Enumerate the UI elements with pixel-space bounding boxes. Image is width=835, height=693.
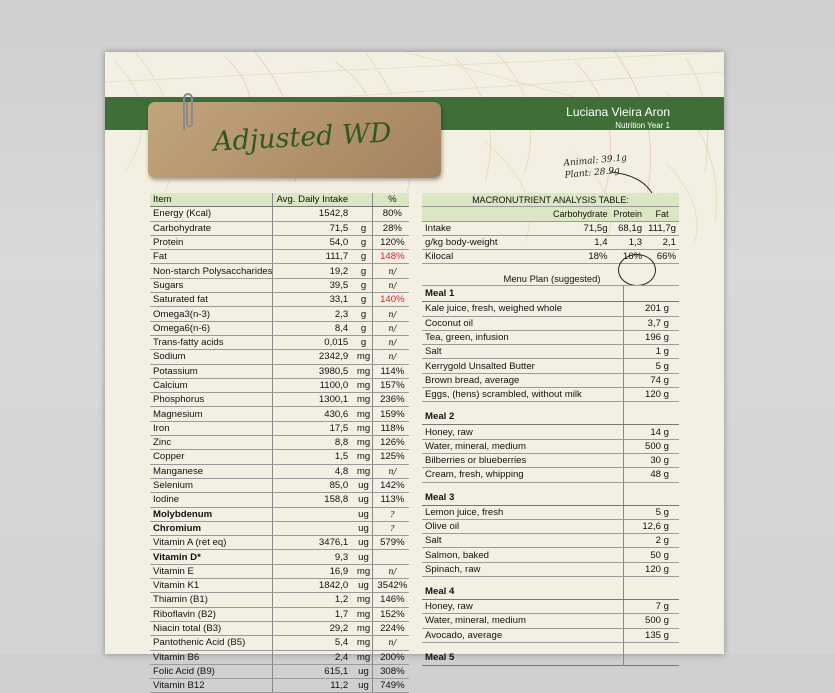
nutrient-row <box>150 607 409 621</box>
nutrient-value: 111,7 <box>273 250 352 264</box>
nutrient-item: Copper <box>150 450 273 464</box>
meal-name: Meal 1 <box>422 286 624 302</box>
nutrient-percent: 125% <box>372 450 409 464</box>
macro-row-label: g/kg body-weight <box>422 235 550 249</box>
nutrient-percent: 236% <box>372 393 409 407</box>
menu-amount: 120 g <box>624 562 680 576</box>
page-title: Adjusted WD <box>212 117 393 158</box>
macro-value: 1,4 <box>550 235 611 249</box>
nutrient-unit: ug <box>352 493 372 507</box>
nutrient-percent: 148% <box>372 250 409 264</box>
nutrient-item: Iodine <box>150 493 273 507</box>
nutrient-row <box>150 536 409 550</box>
menu-amount: 120 g <box>624 388 680 402</box>
meal-name: Meal 4 <box>422 584 624 600</box>
macro-value: 2,1 <box>645 235 679 249</box>
nutrient-row <box>150 507 409 521</box>
nutrient-value: 1,2 <box>273 593 352 607</box>
menu-item-row <box>422 562 679 576</box>
menu-amount: 135 g <box>624 628 680 642</box>
menu-amount: 5 g <box>624 505 680 519</box>
menu-amount: 74 g <box>624 373 680 387</box>
nutrient-row <box>150 364 409 378</box>
nutrient-value: 54,0 <box>273 235 352 249</box>
nutrient-item: Selenium <box>150 478 273 492</box>
menu-food: Cream, fresh, whipping <box>422 468 624 482</box>
nutrient-item: Molybdenum <box>150 507 273 521</box>
nutrient-value: 1,7 <box>273 607 352 621</box>
nutrient-unit: mg <box>352 593 372 607</box>
meal-header-blank <box>624 490 680 506</box>
nutrient-value: 71,5 <box>273 221 352 235</box>
nutrient-percent: 142% <box>372 478 409 492</box>
nutrient-row <box>150 235 409 249</box>
nutrient-value <box>273 521 352 535</box>
meal-header-blank <box>624 650 680 666</box>
spacer-cell <box>624 482 680 490</box>
menu-item-row <box>422 505 679 519</box>
menu-item-row <box>422 373 679 387</box>
nutrient-percent: 3542% <box>372 579 409 593</box>
meal-name: Meal 5 <box>422 650 624 666</box>
spacer-cell <box>624 402 680 410</box>
nutrient-item: Iron <box>150 421 273 435</box>
menu-food: Tea, green, infusion <box>422 330 624 344</box>
meal-header <box>422 409 679 425</box>
meal-spacer <box>422 577 679 585</box>
nutrient-value: 33,1 <box>273 293 352 307</box>
nutrient-percent: ? <box>372 507 409 521</box>
menu-amount: 500 g <box>624 439 680 453</box>
nutrient-value: 39,5 <box>273 278 352 292</box>
nutrient-item: Saturated fat <box>150 293 273 307</box>
nutrient-value: 8,4 <box>273 321 352 335</box>
menu-amount: 12,6 g <box>624 519 680 533</box>
menu-amount: 7 g <box>624 600 680 614</box>
spacer-cell <box>624 577 680 585</box>
nutrient-row <box>150 421 409 435</box>
nutrient-row <box>150 593 409 607</box>
nutrient-item: Sodium <box>150 350 273 364</box>
nutrient-value: 615,1 <box>273 664 352 678</box>
author-block <box>566 106 670 132</box>
note-line-plant: Plant: 28.9g <box>564 165 621 181</box>
nutrient-unit <box>352 207 372 221</box>
menu-item-row <box>422 600 679 614</box>
menu-amount: 201 g <box>624 302 680 316</box>
nutrient-percent: 152% <box>372 607 409 621</box>
nutrient-item: Vitamin B12 <box>150 679 273 693</box>
spacer-cell <box>422 402 624 410</box>
menu-item-row <box>422 548 679 562</box>
menu-item-row <box>422 316 679 330</box>
nutrient-percent: 579% <box>372 536 409 550</box>
nutrient-value: 8,8 <box>273 436 352 450</box>
nutrient-unit: mg <box>352 378 372 392</box>
nutrient-item: Energy (Kcal) <box>150 207 273 221</box>
nutrient-row <box>150 450 409 464</box>
nutrient-row <box>150 636 409 650</box>
menu-food: Kerrygold Unsalted Butter <box>422 359 624 373</box>
macro-col-carb: Carbohydrate <box>550 207 611 221</box>
menu-item-row <box>422 425 679 439</box>
nutrient-value: 430,6 <box>273 407 352 421</box>
menu-item-row <box>422 439 679 453</box>
nutrient-percent: 28% <box>372 221 409 235</box>
menu-item-row <box>422 614 679 628</box>
menu-food: Water, mineral, medium <box>422 439 624 453</box>
nutrient-unit: mg <box>352 636 372 650</box>
spacer-cell <box>422 577 624 585</box>
author-name: Luciana Vieira Aron <box>566 105 670 119</box>
nutrient-unit: mg <box>352 436 372 450</box>
nutrient-percent: 146% <box>372 593 409 607</box>
nutrient-value: 2,4 <box>273 650 352 664</box>
nutrient-percent: 126% <box>372 436 409 450</box>
nutrient-item: Vitamin D* <box>150 550 273 564</box>
nutrient-item: Vitamin E <box>150 564 273 578</box>
nutrient-unit: g <box>352 293 372 307</box>
nutrient-item: Folic Acid (B9) <box>150 664 273 678</box>
nutrient-percent: 118% <box>372 421 409 435</box>
menu-food: Salt <box>422 534 624 548</box>
meal-header <box>422 286 679 302</box>
nutrient-percent: n/ <box>372 278 409 292</box>
nutrient-percent: n/ <box>372 335 409 349</box>
nutrient-percent: n/ <box>372 307 409 321</box>
nutrient-item: Thiamin (B1) <box>150 593 273 607</box>
nutrient-percent: 114% <box>372 364 409 378</box>
nutrient-unit: ug <box>352 664 372 678</box>
menu-food: Bilberries or blueberries <box>422 453 624 467</box>
meal-header-blank <box>624 409 680 425</box>
nutrient-unit: g <box>352 264 372 278</box>
nutrient-header-row <box>150 193 409 207</box>
nutrient-percent: 159% <box>372 407 409 421</box>
nutrient-value: 9,3 <box>273 550 352 564</box>
nutrient-value: 17,5 <box>273 421 352 435</box>
menu-item-row <box>422 519 679 533</box>
nutrient-item: Fat <box>150 250 273 264</box>
nutrient-percent: 140% <box>372 293 409 307</box>
nutrient-item: Omega3(n-3) <box>150 307 273 321</box>
nutrient-unit: mg <box>352 407 372 421</box>
menu-food: Water, mineral, medium <box>422 614 624 628</box>
nutrient-value: 19,2 <box>273 264 352 278</box>
nutrient-unit: mg <box>352 607 372 621</box>
nutrient-row <box>150 264 409 278</box>
nutrient-percent: ? <box>372 521 409 535</box>
nutrient-percent: n/ <box>372 350 409 364</box>
nutrient-item: Pantothenic Acid (B5) <box>150 636 273 650</box>
nutrient-unit: ug <box>352 679 372 693</box>
nutrient-item: Non-starch Polysaccharides <box>150 264 273 278</box>
nutrient-row <box>150 478 409 492</box>
nutrient-percent: 120% <box>372 235 409 249</box>
menu-food: Spinach, raw <box>422 562 624 576</box>
nutrient-unit: mg <box>352 621 372 635</box>
nutrient-row <box>150 378 409 392</box>
macro-row-label: Kilocal <box>422 250 550 264</box>
nutrient-row <box>150 350 409 364</box>
meal-spacer <box>422 402 679 410</box>
nutrient-header-cell: % <box>372 193 409 207</box>
author-subtitle: Nutrition Year 1 <box>615 121 670 130</box>
meal-header <box>422 584 679 600</box>
macro-value: 71,5g <box>550 221 611 235</box>
nutrient-row <box>150 335 409 349</box>
meal-header <box>422 490 679 506</box>
nutrient-value: 0,015 <box>273 335 352 349</box>
meal-spacer <box>422 482 679 490</box>
note-line-animal: Animal: 39.1g <box>563 153 628 169</box>
menu-item-row <box>422 628 679 642</box>
nutrient-unit: g <box>352 250 372 264</box>
macro-value: 16% <box>611 250 646 264</box>
nutrient-percent: 80% <box>372 207 409 221</box>
meal-name: Meal 2 <box>422 409 624 425</box>
menu-item-row <box>422 302 679 316</box>
menu-amount: 3,7 g <box>624 316 680 330</box>
nutrient-item: Manganese <box>150 464 273 478</box>
menu-item-row <box>422 330 679 344</box>
nutrient-value: 1542,8 <box>273 207 352 221</box>
nutrient-percent: n/ <box>372 321 409 335</box>
menu-item-row <box>422 388 679 402</box>
nutrient-value: 85,0 <box>273 478 352 492</box>
nutrient-item: Potassium <box>150 364 273 378</box>
menu-item-row <box>422 345 679 359</box>
menu-food: Avocado, average <box>422 628 624 642</box>
menu-amount: 50 g <box>624 548 680 562</box>
spacer-cell <box>422 642 624 650</box>
nutrient-value: 11,2 <box>273 679 352 693</box>
menu-food: Brown bread, average <box>422 373 624 387</box>
macro-col-blank <box>422 207 550 221</box>
nutrient-value: 2,3 <box>273 307 352 321</box>
nutrient-row <box>150 393 409 407</box>
menu-amount: 2 g <box>624 534 680 548</box>
nutrient-item: Riboflavin (B2) <box>150 607 273 621</box>
menu-plan-title: Menu Plan (suggested) <box>422 272 679 286</box>
nutrient-row <box>150 564 409 578</box>
nutrient-unit: ug <box>352 521 372 535</box>
menu-food: Honey, raw <box>422 600 624 614</box>
nutrient-row <box>150 321 409 335</box>
nutrient-item: Trans-fatty acids <box>150 335 273 349</box>
menu-amount: 5 g <box>624 359 680 373</box>
nutrient-percent: 308% <box>372 664 409 678</box>
nutrient-item: Sugars <box>150 278 273 292</box>
menu-food: Coconut oil <box>422 316 624 330</box>
nutrient-item: Magnesium <box>150 407 273 421</box>
nutrient-unit: mg <box>352 393 372 407</box>
nutrient-row <box>150 278 409 292</box>
nutrient-item: Protein <box>150 235 273 249</box>
nutrient-percent: 113% <box>372 493 409 507</box>
nutrient-value: 1842,0 <box>273 579 352 593</box>
nutrient-unit: mg <box>352 464 372 478</box>
nutrient-row <box>150 221 409 235</box>
nutrient-header-cell <box>352 193 372 207</box>
macro-table-title: MACRONUTRIENT ANALYSIS TABLE: <box>422 193 679 207</box>
menu-amount: 1 g <box>624 345 680 359</box>
nutrient-unit: mg <box>352 450 372 464</box>
macro-col-protein: Protein <box>611 207 646 221</box>
nutrient-header-cell: Avg. Daily Intake <box>273 193 352 207</box>
nutrient-value: 3980,5 <box>273 364 352 378</box>
nutrient-value: 1,5 <box>273 450 352 464</box>
menu-amount: 30 g <box>624 453 680 467</box>
nutrient-row <box>150 679 409 693</box>
menu-amount: 500 g <box>624 614 680 628</box>
nutrient-percent: n/ <box>372 464 409 478</box>
menu-food: Salmon, baked <box>422 548 624 562</box>
macro-value: 66% <box>645 250 679 264</box>
menu-food: Eggs, (hens) scrambled, without milk <box>422 388 624 402</box>
menu-food: Olive oil <box>422 519 624 533</box>
nutrient-item: Vitamin K1 <box>150 579 273 593</box>
menu-item-row <box>422 453 679 467</box>
nutrient-row <box>150 621 409 635</box>
nutrient-percent: n/ <box>372 636 409 650</box>
spacer-cell <box>422 482 624 490</box>
nutrient-percent: 224% <box>372 621 409 635</box>
nutrient-table <box>150 193 409 693</box>
nutrient-row <box>150 207 409 221</box>
meal-spacer <box>422 642 679 650</box>
nutrient-value: 158,8 <box>273 493 352 507</box>
nutrient-percent: 157% <box>372 378 409 392</box>
nutrient-row <box>150 650 409 664</box>
nutrient-unit: mg <box>352 564 372 578</box>
menu-amount: 196 g <box>624 330 680 344</box>
menu-food: Kale juice, fresh, weighed whole <box>422 302 624 316</box>
nutrient-item: Calcium <box>150 378 273 392</box>
nutrient-value: 5,4 <box>273 636 352 650</box>
menu-item-row <box>422 468 679 482</box>
nutrient-value: 1300,1 <box>273 393 352 407</box>
nutrient-row <box>150 436 409 450</box>
nutrient-row <box>150 293 409 307</box>
meal-header <box>422 650 679 666</box>
spacer-cell <box>624 642 680 650</box>
nutrient-unit: mg <box>352 350 372 364</box>
nutrient-value: 1100,0 <box>273 378 352 392</box>
nutrient-value: 3476,1 <box>273 536 352 550</box>
nutrient-item: Zinc <box>150 436 273 450</box>
nutrient-percent: 200% <box>372 650 409 664</box>
nutrient-unit: mg <box>352 364 372 378</box>
nutrient-row <box>150 407 409 421</box>
nutrient-percent <box>372 550 409 564</box>
nutrient-percent: n/ <box>372 264 409 278</box>
nutrient-percent: 749% <box>372 679 409 693</box>
nutrient-value: 16,9 <box>273 564 352 578</box>
nutrient-unit: ug <box>352 579 372 593</box>
macro-value: 18% <box>550 250 611 264</box>
nutrient-unit: ug <box>352 550 372 564</box>
macro-value: 1,3 <box>611 235 646 249</box>
menu-food: Lemon juice, fresh <box>422 505 624 519</box>
nutrient-row <box>150 493 409 507</box>
meal-header-blank <box>624 286 680 302</box>
menu-plan-table <box>422 272 679 666</box>
nutrient-unit: g <box>352 278 372 292</box>
menu-food: Salt <box>422 345 624 359</box>
macro-row <box>422 235 679 249</box>
nutrient-row <box>150 250 409 264</box>
macro-row-label: Intake <box>422 221 550 235</box>
menu-amount: 14 g <box>624 425 680 439</box>
nutrient-unit: ug <box>352 536 372 550</box>
nutrient-item: Phosphorus <box>150 393 273 407</box>
nutrient-row <box>150 579 409 593</box>
nutrient-row <box>150 550 409 564</box>
nutrient-value: 4,8 <box>273 464 352 478</box>
nutrient-header-cell: Item <box>150 193 273 207</box>
nutrient-unit: ug <box>352 507 372 521</box>
nutrient-item: Niacin total (B3) <box>150 621 273 635</box>
nutrient-item: Chromium <box>150 521 273 535</box>
nutrient-unit: g <box>352 221 372 235</box>
meal-header-blank <box>624 584 680 600</box>
document-page <box>105 52 724 692</box>
nutrient-unit: mg <box>352 421 372 435</box>
nutrient-row <box>150 521 409 535</box>
meal-name: Meal 3 <box>422 490 624 506</box>
macro-row <box>422 221 679 235</box>
nutrient-unit: g <box>352 321 372 335</box>
menu-food: Honey, raw <box>422 425 624 439</box>
nutrient-row <box>150 664 409 678</box>
nutrient-unit: g <box>352 307 372 321</box>
nutrient-item: Vitamin B6 <box>150 650 273 664</box>
nutrient-unit: g <box>352 235 372 249</box>
nutrient-unit: ug <box>352 478 372 492</box>
nutrient-item: Carbohydrate <box>150 221 273 235</box>
nutrient-value: 2342,9 <box>273 350 352 364</box>
nutrient-unit: g <box>352 335 372 349</box>
nutrient-percent: n/ <box>372 564 409 578</box>
menu-amount: 48 g <box>624 468 680 482</box>
nutrient-value: 29,2 <box>273 621 352 635</box>
nutrient-item: Omega6(n-6) <box>150 321 273 335</box>
nutrient-item: Vitamin A (ret eq) <box>150 536 273 550</box>
menu-item-row <box>422 359 679 373</box>
nutrient-row <box>150 464 409 478</box>
nutrient-row <box>150 307 409 321</box>
menu-item-row <box>422 534 679 548</box>
paperclip-icon <box>178 90 198 136</box>
nutrient-unit: mg <box>352 650 372 664</box>
macro-value: 68,1g <box>611 221 646 235</box>
macro-col-fat: Fat <box>645 207 679 221</box>
nutrient-value <box>273 507 352 521</box>
macro-value: 111,7g <box>645 221 679 235</box>
